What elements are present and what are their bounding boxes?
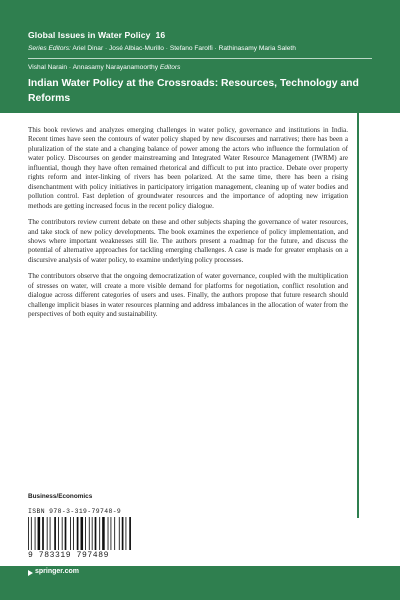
publisher-url[interactable]: springer.com [35,568,79,575]
series-editors-label: Series Editors: [28,45,71,52]
barcode-digits: 9 783319 797489 [28,551,110,560]
series-title [28,30,165,40]
blurb-paragraph-2: The contributors review current debate on these and other subjects shaping the governance of water resources, and take stock of new policy developments. The book examines the experience of policy implementation, and shows where important weaknesses still lie. The authors present a roadmap for the future, and discuss the potential of alternative approaches for tackling emerging challenges. A case is made for greater emphasis on a discursive analysis of water policy, to examine underlying policy processes. [28,218,348,264]
header-divider [28,58,372,59]
triangle-right-icon [28,570,33,576]
blurb-paragraph-3: The contributors observe that the ongoing democratization of water governance, coupled with the multiplication of stresses on water, will create a more visible demand for platforms for negotiation, conflict resolution and dialogue across different categories of users and uses. Finally, the authors propose that future research should challenge implicit biases in water resources planning and address imbalances in the allocation of water from the perspectives of both equity and sustainability. [28,272,348,319]
right-vertical-rule [357,113,359,518]
series-editors-names: Ariel Dinar · José Albiac-Murillo · Stefano Farolfi · Rathinasamy Maria Saleth [72,45,296,52]
book-editors-label: Editors [159,64,181,71]
barcode-image [28,517,134,550]
book-title: Indian Water Policy at the Crossroads: Resources, Technology and Reforms [28,78,359,104]
isbn-label: ISBN 978-3-319-79748-9 [28,508,122,515]
series-editors [28,45,296,52]
cover-blurb [28,126,348,327]
book-editors [28,64,180,71]
book-editors-names: Vishal Narain · Annasamy Narayanamoorthy [28,64,158,71]
blurb-paragraph-1: This book reviews and analyzes emerging challenges in water policy, governance and institutions in India. Recent times have seen the contours of water policy shaped by new discourses and narratives; there has been a pluralization of the state and a changing balance of power among the actors who influence the formulation of water policy. Discourses on gender mainstreaming and Integrated Water Resource Management (IWRM) are influential, though they have often remained rhetorical and difficult to put into practice. Debate over property rights reform and inter-linking of rivers has been polarized. At the same time, there has been a rising disenchantment with policy initiatives in participatory irrigation management, cleaning up of water bodies and pollution control. Fast depletion of groundwater resources and the importance of adopting new irrigation methods are getting increased focus in the recent policy dialogue. [28,126,348,210]
series-volume-number: 16 [155,30,166,40]
subject-category: Business/Economics [28,493,93,500]
series-title-text: Global Issues in Water Policy [28,30,151,40]
